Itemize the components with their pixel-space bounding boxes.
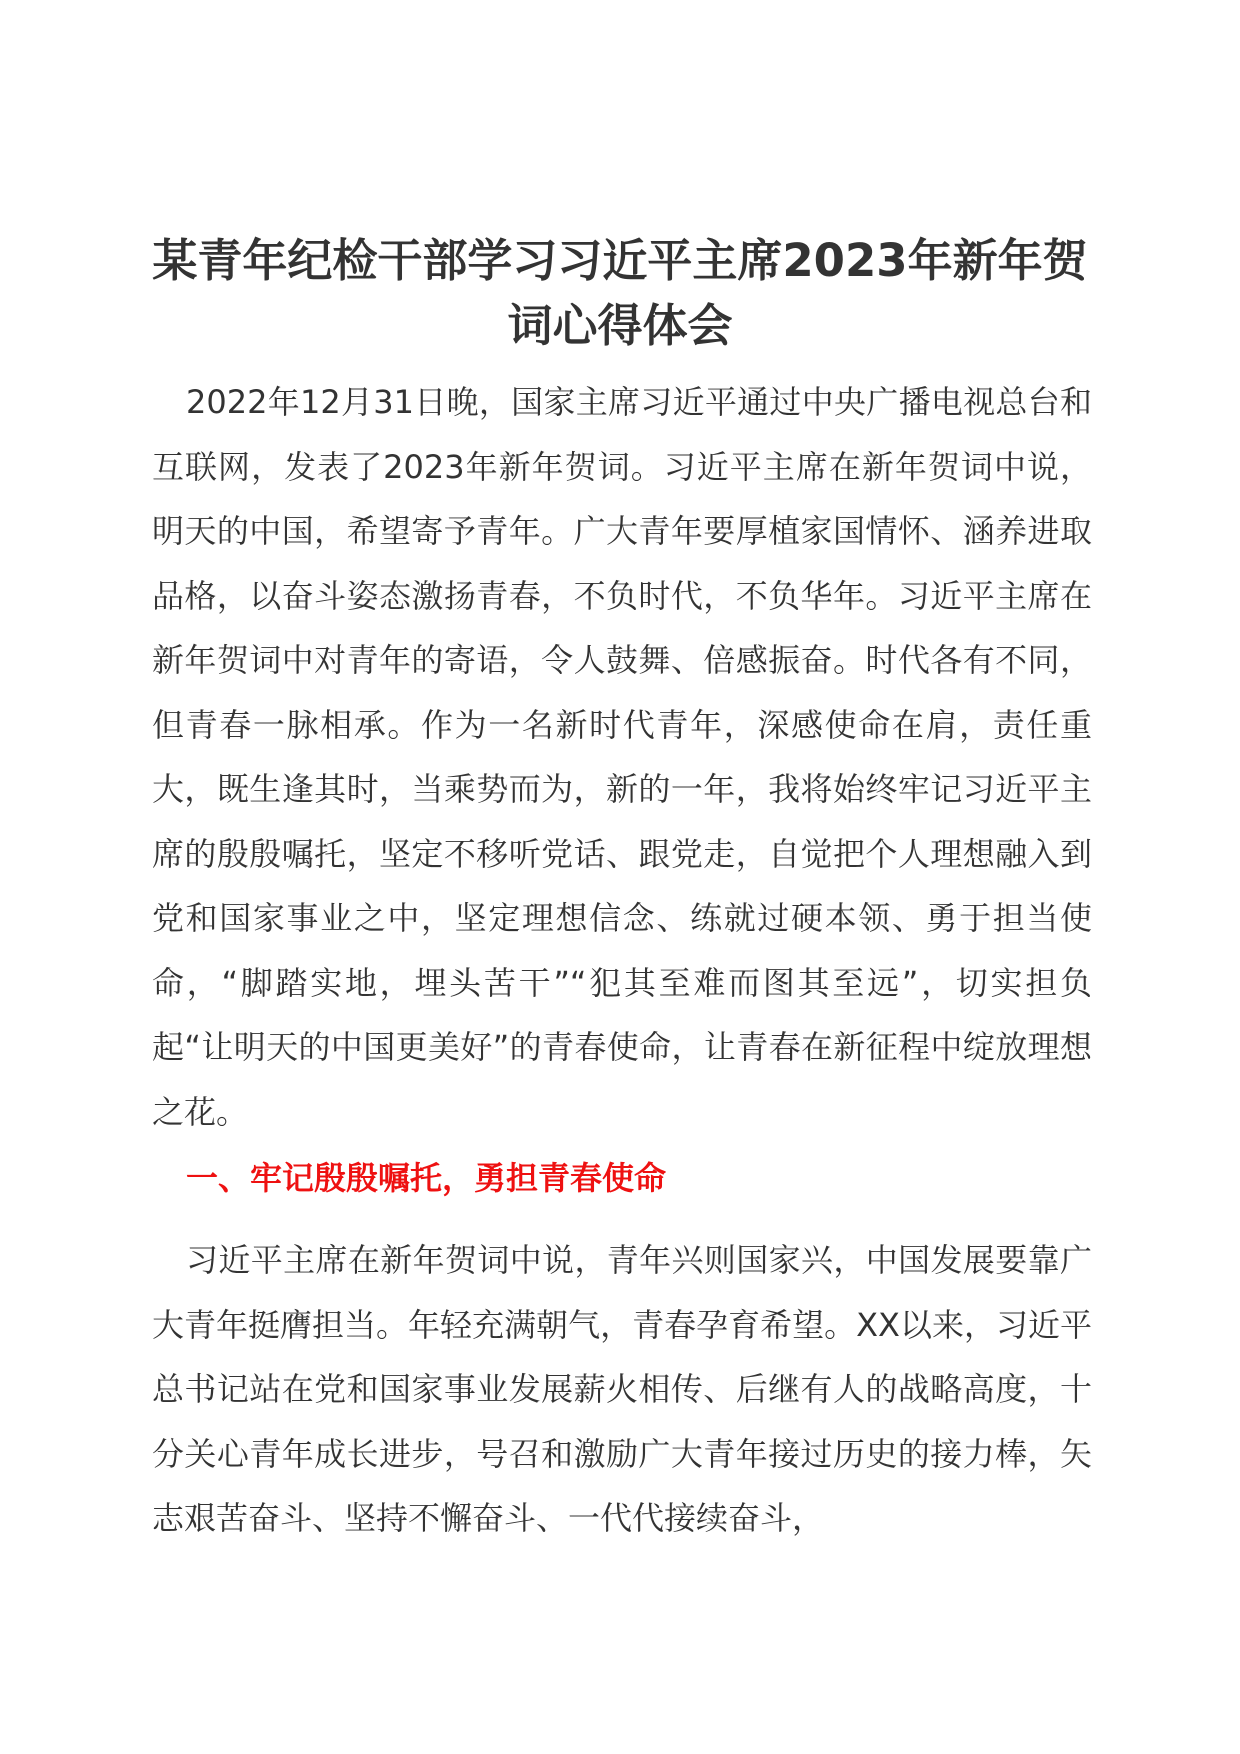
document-title: 某青年纪检干部学习习近平主席2023年新年贺词心得体会 [152, 234, 1088, 352]
section-heading-1: 一、牢记殷殷嘱托，勇担青春使命 [186, 1159, 667, 1197]
body-paragraph-2: 习近平主席在新年贺词中说，青年兴则国家兴，中国发展要靠广大青年挺膺担当。年轻充满朝气，青春孕育希望。XX以来，习近平总书记站在党和国家事业发展薪火相传、后继有人的战略高度，十分关心青年成长进步，号召和激励广大青年接过历史的接力棒，矢志艰苦奋斗、坚持不懈奋斗、一代代接续奋斗， [152, 1241, 1092, 1537]
body-paragraph-1: 2022年12月31日晚，国家主席习近平通过中央广播电视总台和互联网，发表了2023年新年贺词。习近平主席在新年贺词中说，明天的中国，希望寄予青年。广大青年要厚植家国情怀、涵养进取品格，以奋斗姿态激扬青春，不负时代，不负华年。习近平主席在新年贺词中对青年的寄语，令人鼓舞、倍感振奋。时代各有不同，但青春一脉相承。作为一名新时代青年，深感使命在肩，责任重大，既生逢其时，当乘势而为，新的一年，我将始终牢记习近平主席的殷殷嘱托，坚定不移听党话、跟党走，自觉把个人理想融入到党和国家事业之中，坚定理想信念、练就过硬本领、勇于担当使命，“脚踏实地，埋头苦干”“犯其至难而图其至远”，切实担负起“让明天的中国更美好”的青春使命，让青春在新征程中绽放理想之花。 [152, 383, 1092, 1131]
